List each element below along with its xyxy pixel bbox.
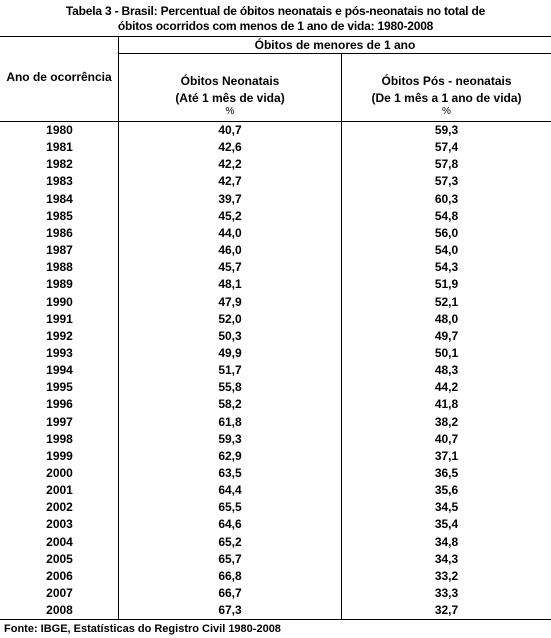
neo-cell: 66,7 <box>218 586 242 601</box>
table-row <box>0 259 551 276</box>
pos-cell: 56,0 <box>434 225 459 240</box>
pos-column-header <box>342 73 551 107</box>
neo-unit: % <box>225 106 235 117</box>
neo-cell: 63,5 <box>218 466 242 480</box>
neo-cell: 42,2 <box>218 157 242 172</box>
year-cell: 1988 <box>46 260 73 275</box>
year-cell: 2003 <box>46 517 73 532</box>
table-row <box>0 585 551 602</box>
pos-cell: 59,3 <box>434 123 459 137</box>
year-cell: 2005 <box>46 551 73 566</box>
table-row <box>0 208 551 225</box>
neo-cell: 39,7 <box>218 191 242 206</box>
table-row <box>0 448 551 465</box>
pos-cell: 60,3 <box>434 191 459 206</box>
table-row <box>0 465 551 482</box>
table-row <box>0 396 551 413</box>
pos-cell: 34,5 <box>434 500 459 515</box>
pos-cell: 57,4 <box>434 140 459 155</box>
pos-cell: 35,6 <box>434 483 459 498</box>
table-row <box>0 122 551 139</box>
year-cell: 2008 <box>46 603 73 618</box>
table-row <box>0 225 551 242</box>
year-cell: 2004 <box>46 534 73 549</box>
neo-cell: 42,6 <box>218 140 242 155</box>
table-row <box>0 534 551 551</box>
neo-cell: 65,7 <box>218 551 242 566</box>
pos-cell: 48,0 <box>434 311 459 326</box>
year-column-header: Ano de ocorrência <box>6 70 112 84</box>
neo-cell: 47,9 <box>218 294 242 309</box>
neo-cell: 65,2 <box>218 534 242 549</box>
neo-cell: 44,0 <box>218 225 242 240</box>
pos-cell: 36,5 <box>434 466 459 480</box>
year-cell: 1995 <box>46 380 73 395</box>
neo-cell: 64,4 <box>218 483 242 498</box>
pos-title: Óbitos Pós - neonatais <box>381 74 512 88</box>
neo-cell: 45,2 <box>218 208 242 223</box>
year-cell: 1986 <box>46 225 73 240</box>
table-row <box>0 276 551 293</box>
neo-cell: 66,8 <box>218 568 242 583</box>
table-row <box>0 345 551 362</box>
year-cell: 1998 <box>46 431 73 446</box>
table-row <box>0 482 551 499</box>
year-cell: 2002 <box>46 500 73 515</box>
pos-cell: 34,8 <box>434 534 459 549</box>
year-cell: 2007 <box>46 586 73 601</box>
year-cell: 1989 <box>46 277 73 292</box>
source-note: Fonte: IBGE, Estatísticas do Registro Civil 1980-2008 <box>4 623 281 635</box>
pos-unit: % <box>442 106 451 117</box>
year-cell: 1982 <box>46 157 73 172</box>
neo-column-header <box>119 73 341 107</box>
pos-cell: 54,8 <box>434 208 459 223</box>
table-row <box>0 516 551 533</box>
year-cell: 1983 <box>46 174 73 189</box>
pos-cell: 34,3 <box>434 551 459 566</box>
neo-subtitle: (Até 1 mês de vida) <box>175 91 285 105</box>
year-cell: 2001 <box>46 483 73 498</box>
pos-cell: 35,4 <box>434 517 459 532</box>
year-cell: 1987 <box>46 243 73 258</box>
table-row <box>0 551 551 568</box>
table-row <box>0 499 551 516</box>
neo-cell: 65,5 <box>218 500 242 515</box>
year-cell: 1997 <box>46 414 73 429</box>
pos-cell: 41,8 <box>434 397 459 412</box>
neo-cell: 61,8 <box>218 414 242 429</box>
neo-cell: 59,3 <box>218 431 242 446</box>
table-row <box>0 139 551 156</box>
pos-cell: 50,1 <box>434 345 459 360</box>
neo-cell: 46,0 <box>218 243 242 258</box>
pos-subtitle: (De 1 mês a 1 ano de vida) <box>371 91 522 105</box>
table-row <box>0 362 551 379</box>
neo-cell: 67,3 <box>218 603 242 618</box>
table-row <box>0 568 551 585</box>
neo-cell: 64,6 <box>218 517 242 532</box>
neo-cell: 48,1 <box>218 277 242 292</box>
neo-cell: 52,0 <box>218 311 242 326</box>
neo-cell: 62,9 <box>218 448 242 463</box>
pos-cell: 57,8 <box>434 157 459 172</box>
pos-cell: 33,2 <box>434 568 459 583</box>
year-cell: 2006 <box>46 568 73 583</box>
year-cell: 1992 <box>46 328 73 343</box>
neo-cell: 51,7 <box>218 363 242 378</box>
pos-cell: 57,3 <box>434 174 459 189</box>
neo-cell: 49,9 <box>218 345 242 360</box>
year-cell: 1981 <box>46 140 73 155</box>
neo-title: Óbitos Neonatais <box>180 74 280 88</box>
table-row <box>0 379 551 396</box>
table-row <box>0 602 551 619</box>
pos-cell: 33,3 <box>434 586 459 601</box>
year-cell: 1990 <box>46 294 73 309</box>
table-row <box>0 156 551 173</box>
pos-cell: 52,1 <box>434 294 459 309</box>
pos-cell: 38,2 <box>434 414 459 429</box>
pos-cell: 49,7 <box>434 328 459 343</box>
table-row <box>0 242 551 259</box>
year-cell: 1985 <box>46 208 73 223</box>
table-row <box>0 191 551 208</box>
table-row <box>0 294 551 311</box>
year-cell: 1996 <box>46 397 73 412</box>
table-title <box>0 4 551 34</box>
neo-cell: 55,8 <box>218 380 242 395</box>
year-cell: 1980 <box>46 123 73 137</box>
pos-cell: 54,3 <box>434 260 459 275</box>
neo-cell: 50,3 <box>218 328 242 343</box>
year-cell: 1993 <box>46 345 73 360</box>
table-title-line2: óbitos ocorridos com menos de 1 ano de vida: 1980-2008 <box>117 19 434 33</box>
table-row <box>0 328 551 345</box>
pos-cell: 54,0 <box>434 243 459 258</box>
table-row <box>0 173 551 190</box>
neo-cell: 42,7 <box>218 174 242 189</box>
year-cell: 1999 <box>46 448 73 463</box>
year-cell: 1991 <box>46 311 73 326</box>
pos-cell: 37,1 <box>434 448 459 463</box>
pos-cell: 32,7 <box>434 603 459 618</box>
neo-cell: 45,7 <box>218 260 242 275</box>
table-row <box>0 311 551 328</box>
year-cell: 1984 <box>46 191 73 206</box>
table-title-line1: Tabela 3 - Brasil: Percentual de óbitos neonatais e pós-neonatais no total de <box>65 4 486 18</box>
pos-cell: 40,7 <box>434 431 459 446</box>
pos-cell: 44,2 <box>434 380 459 395</box>
pos-cell: 51,9 <box>434 277 459 292</box>
table-row <box>0 414 551 431</box>
pos-cell: 48,3 <box>434 363 459 378</box>
group-header: Óbitos de menores de 1 ano <box>254 38 416 52</box>
year-cell: 2000 <box>46 466 73 480</box>
year-cell: 1994 <box>46 363 73 378</box>
table-row <box>0 431 551 448</box>
neo-cell: 40,7 <box>218 123 242 137</box>
neo-cell: 58,2 <box>218 397 242 412</box>
